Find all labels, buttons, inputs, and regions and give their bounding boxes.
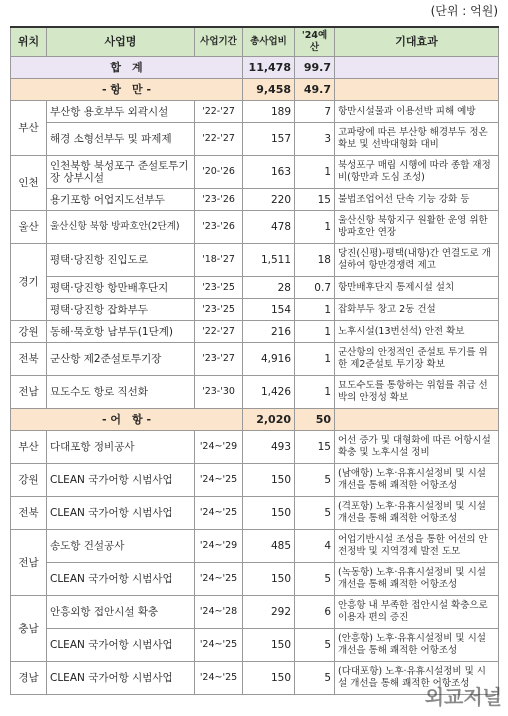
project-name: 평택·당진항 항만배후단지	[47, 277, 195, 299]
project-cost: 157	[243, 123, 295, 156]
table-row	[11, 101, 499, 123]
project-effect: 당진(신평)-평택(내항)간 연결도로 개설하여 항만경쟁력 제고	[335, 244, 499, 277]
project-effect: 군산항의 안정적인 준설토 투기를 위한 제2준설토 투기장 확보	[335, 343, 499, 376]
region-cell: 경기	[11, 244, 47, 321]
project-name: CLEAN 국가어항 시범사업	[47, 464, 195, 497]
project-table	[10, 26, 499, 695]
project-budget: 15	[295, 189, 335, 211]
project-effect: (녹동항) 노후·유휴시설정비 및 시설 개선을 통해 쾌적한 어항조성	[335, 563, 499, 596]
region-cell: 충남	[11, 596, 47, 662]
project-budget: 7	[295, 101, 335, 123]
project-period: '24~'25	[195, 662, 243, 695]
project-budget: 15	[295, 431, 335, 464]
project-effect: (격포항) 노후·유휴시설정비 및 시설 개선을 통해 쾌적한 어항조성	[335, 497, 499, 530]
section-harbor-cost: 9,458	[243, 79, 295, 101]
header-total-cost: 총사업비	[243, 27, 295, 57]
project-name: 평택·당진항 잡화부두	[47, 299, 195, 321]
section-fishing-budget: 50	[295, 409, 335, 431]
header-row	[11, 27, 499, 57]
project-name: 부산항 용호부두 외곽시설	[47, 101, 195, 123]
project-effect: 고파랑에 따른 부산항 해경부두 정온확보 및 선박대형화 대비	[335, 123, 499, 156]
region-cell: 울산	[11, 211, 47, 244]
project-cost: 150	[243, 497, 295, 530]
table-row	[11, 156, 499, 189]
project-effect: 불법조업어선 단속 기능 강화 등	[335, 189, 499, 211]
section-fishing-row	[11, 409, 499, 431]
project-cost: 189	[243, 101, 295, 123]
table-row	[11, 123, 499, 156]
project-budget: 5	[295, 464, 335, 497]
project-effect: 노후시설(13번선석) 안전 확보	[335, 321, 499, 343]
project-period: '22-'27	[195, 321, 243, 343]
project-effect: (안흥항) 노후·유휴시설정비 및 시설 개선을 통해 쾌적한 어항조성	[335, 629, 499, 662]
project-cost: 478	[243, 211, 295, 244]
project-effect: 울산신항 북항지구 원활한 운영 위한 방파호안 연장	[335, 211, 499, 244]
region-cell: 전남	[11, 376, 47, 409]
project-budget: 18	[295, 244, 335, 277]
table-row	[11, 464, 499, 497]
project-name: CLEAN 국가어항 시범사업	[47, 497, 195, 530]
project-budget: 5	[295, 563, 335, 596]
project-period: '24~'25	[195, 629, 243, 662]
project-period: '23-'27	[195, 343, 243, 376]
total-row	[11, 57, 499, 79]
region-cell: 강원	[11, 321, 47, 343]
project-effect: 북성포구 매립 시행에 따라 종합 재정비(항만과 도심 조성)	[335, 156, 499, 189]
project-name: 인천북항 북성포구 준설토투기장 상부시설	[47, 156, 195, 189]
table-row	[11, 376, 499, 409]
project-name: 군산항 제2준설토투기장	[47, 343, 195, 376]
project-cost: 4,916	[243, 343, 295, 376]
region-cell: 전북	[11, 497, 47, 530]
project-cost: 154	[243, 299, 295, 321]
project-cost: 220	[243, 189, 295, 211]
project-name: CLEAN 국가어항 시범사업	[47, 563, 195, 596]
section-harbor-row	[11, 79, 499, 101]
table-row	[11, 277, 499, 299]
project-name: 안흥외항 접안시설 확충	[47, 596, 195, 629]
header-budget: '24예산	[295, 27, 335, 57]
project-period: '23-'26	[195, 211, 243, 244]
table-row	[11, 563, 499, 596]
project-name: CLEAN 국가어항 시범사업	[47, 629, 195, 662]
header-location: 위치	[11, 27, 47, 57]
table-row	[11, 431, 499, 464]
project-budget: 6	[295, 596, 335, 629]
region-cell: 경남	[11, 662, 47, 695]
section-harbor-budget: 49.7	[295, 79, 335, 101]
project-period: '24~'25	[195, 497, 243, 530]
project-name: 울산신항 북항 방파호안(2단계)	[47, 211, 195, 244]
project-period: '22-'27	[195, 123, 243, 156]
project-budget: 5	[295, 629, 335, 662]
table-row	[11, 189, 499, 211]
table-row	[11, 497, 499, 530]
total-label: 합 계	[11, 57, 243, 79]
project-cost: 150	[243, 662, 295, 695]
project-cost: 28	[243, 277, 295, 299]
project-name: CLEAN 국가어항 시범사업	[47, 662, 195, 695]
project-period: '24~'29	[195, 530, 243, 563]
project-budget: 5	[295, 662, 335, 695]
project-budget: 1	[295, 211, 335, 244]
project-period: '23-'25	[195, 299, 243, 321]
project-cost: 493	[243, 431, 295, 464]
project-effect: 어업기반시설 조성을 통한 어선의 안전정박 및 지역경제 발전 도모	[335, 530, 499, 563]
project-period: '23-'25	[195, 277, 243, 299]
table-row	[11, 321, 499, 343]
table-row	[11, 299, 499, 321]
project-effect: 항만배후단지 통제시설 설치	[335, 277, 499, 299]
project-budget: 1	[295, 343, 335, 376]
header-period: 사업기간	[195, 27, 243, 57]
project-name: 용기포항 어업지도선부두	[47, 189, 195, 211]
project-budget: 1	[295, 156, 335, 189]
section-harbor-label: - 항 만 -	[11, 79, 243, 101]
project-cost: 1,511	[243, 244, 295, 277]
project-period: '24~'28	[195, 596, 243, 629]
project-cost: 292	[243, 596, 295, 629]
project-name: 묘도수도 항로 직선화	[47, 376, 195, 409]
region-cell: 전북	[11, 343, 47, 376]
table-row	[11, 343, 499, 376]
region-cell: 인천	[11, 156, 47, 211]
project-effect: 안흥항 내 부족한 접안시설 확충으로 이용자 편의 증진	[335, 596, 499, 629]
project-effect: 묘도수도를 통항하는 위험를 취급 선박의 안정성 확보	[335, 376, 499, 409]
table-row	[11, 211, 499, 244]
project-name: 동해·묵호항 남부두(1단계)	[47, 321, 195, 343]
project-effect: 잡화부두 창고 2동 건설	[335, 299, 499, 321]
table-row	[11, 596, 499, 629]
project-period: '23-'30	[195, 376, 243, 409]
project-budget: 5	[295, 497, 335, 530]
project-budget: 4	[295, 530, 335, 563]
total-cost: 11,478	[243, 57, 295, 79]
section-fishing-label: - 어 항 -	[11, 409, 243, 431]
region-cell: 전남	[11, 530, 47, 596]
table-row	[11, 530, 499, 563]
region-cell: 부산	[11, 431, 47, 464]
header-effect: 기대효과	[335, 27, 499, 57]
project-period: '24~'25	[195, 464, 243, 497]
project-cost: 150	[243, 629, 295, 662]
project-period: '24~'29	[195, 431, 243, 464]
project-name: 송도항 건설공사	[47, 530, 195, 563]
project-cost: 1,426	[243, 376, 295, 409]
watermark-logo: 외교저널	[424, 685, 502, 709]
project-name: 해경 소형선부두 및 파제제	[47, 123, 195, 156]
project-cost: 485	[243, 530, 295, 563]
project-effect: (남애항) 노후·유휴시설정비 및 시설 개선을 통해 쾌적한 어항조성	[335, 464, 499, 497]
project-budget: 1	[295, 299, 335, 321]
project-name: 평택·당진항 진입도로	[47, 244, 195, 277]
unit-label: (단위 : 억원)	[430, 4, 498, 18]
total-budget: 99.7	[295, 57, 335, 79]
project-cost: 216	[243, 321, 295, 343]
section-fishing-cost: 2,020	[243, 409, 295, 431]
project-name: 다대포항 정비공사	[47, 431, 195, 464]
project-budget: 1	[295, 321, 335, 343]
table-row	[11, 629, 499, 662]
project-period: '20-'26	[195, 156, 243, 189]
project-period: '24~'25	[195, 563, 243, 596]
project-cost: 150	[243, 563, 295, 596]
header-project: 사업명	[47, 27, 195, 57]
project-budget: 1	[295, 376, 335, 409]
region-cell: 강원	[11, 464, 47, 497]
project-cost: 150	[243, 464, 295, 497]
project-budget: 3	[295, 123, 335, 156]
project-cost: 163	[243, 156, 295, 189]
project-period: '18-'27	[195, 244, 243, 277]
project-effect: 항만시설물과 이용선박 피해 예방	[335, 101, 499, 123]
region-cell: 부산	[11, 101, 47, 156]
table-row	[11, 244, 499, 277]
project-effect: (다대포항) 노후·유휴시설정비 및 시설 개선을 통해 쾌적한 어항조성	[335, 662, 499, 695]
project-budget: 0.7	[295, 277, 335, 299]
project-period: '22-'27	[195, 101, 243, 123]
project-period: '23-'26	[195, 189, 243, 211]
project-effect: 어선 증가 및 대형화에 따른 어항시설 확충 및 노후시설 정비	[335, 431, 499, 464]
